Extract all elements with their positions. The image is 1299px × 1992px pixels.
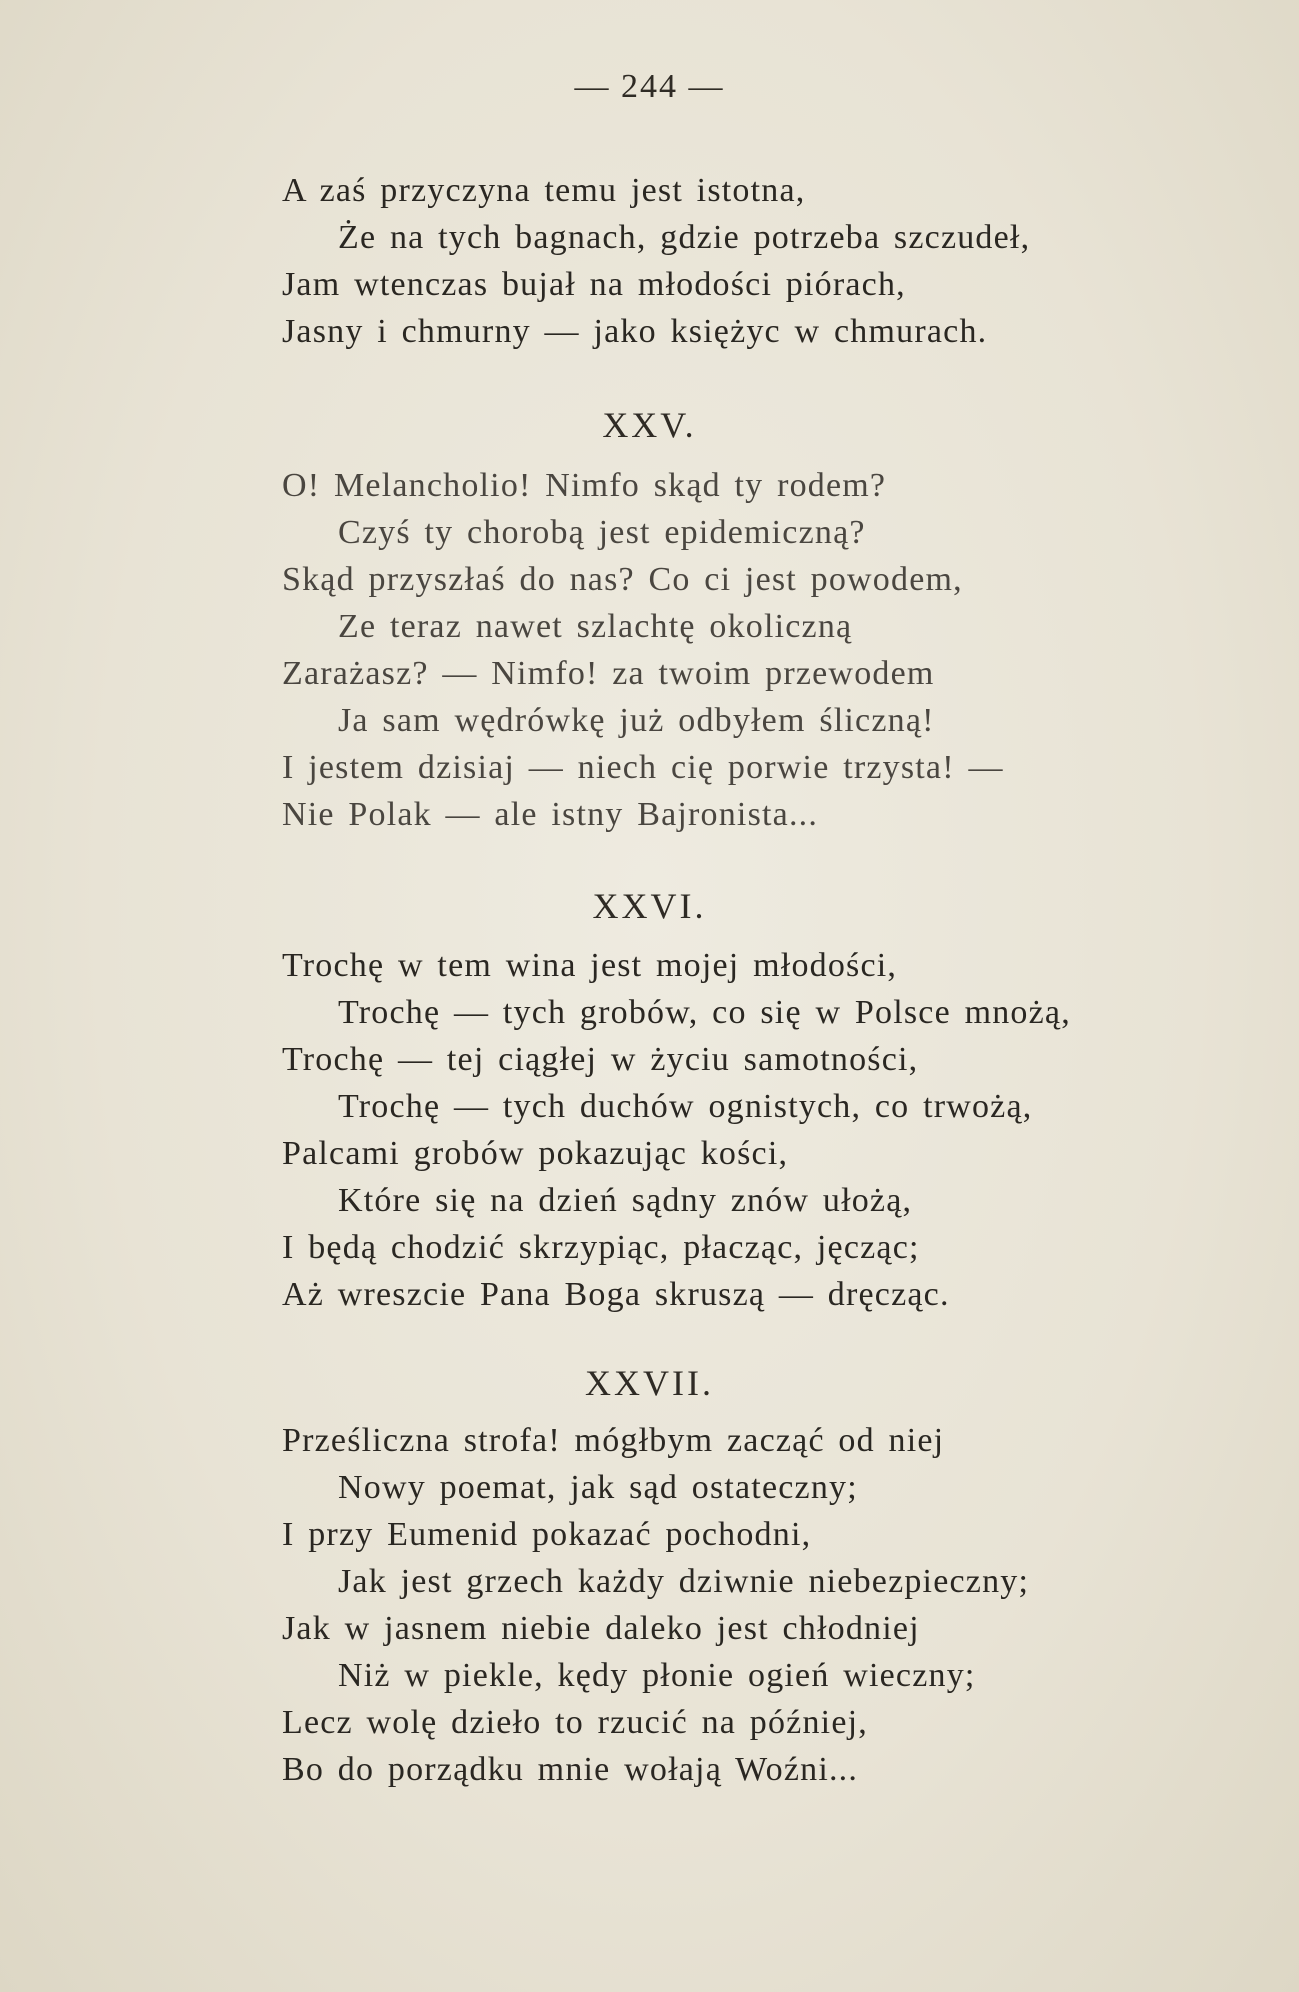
verse-line: Aż wreszcie Pana Boga skruszą — dręcząc. bbox=[282, 1276, 950, 1313]
verse-line: Ze teraz nawet szlachtę okoliczną bbox=[338, 608, 853, 645]
verse-line: Bo do porządku mnie wołają Woźni... bbox=[282, 1751, 859, 1788]
verse-line: Że na tych bagnach, gdzie potrzeba szczudeł, bbox=[338, 219, 1031, 256]
verse-line: I będą chodzić skrzypiąc, płacząc, jęcząc; bbox=[282, 1229, 920, 1266]
verse-line: Skąd przyszłaś do nas? Co ci jest powodem, bbox=[282, 561, 963, 598]
verse-line: Jam wtenczas bujał na młodości piórach, bbox=[282, 266, 906, 303]
verse-line: A zaś przyczyna temu jest istotna, bbox=[282, 172, 806, 209]
verse-line: Niż w piekle, kędy płonie ogień wieczny; bbox=[338, 1657, 976, 1694]
stanza-numeral-xxvi: XXVI. bbox=[592, 886, 707, 926]
verse-line: O! Melancholio! Nimfo skąd ty rodem? bbox=[282, 467, 887, 504]
stanza-numeral-xxvii: XXVII. bbox=[585, 1363, 714, 1403]
verse-line: Trochę — tej ciągłej w życiu samotności, bbox=[282, 1041, 919, 1078]
verse-line: Które się na dzień sądny znów ułożą, bbox=[338, 1182, 913, 1219]
verse-line: Trochę — tych duchów ognistych, co trwożą, bbox=[338, 1088, 1033, 1125]
verse-line: Lecz wolę dzieło to rzucić na później, bbox=[282, 1704, 868, 1741]
verse-line: Nie Polak — ale istny Bajronista... bbox=[282, 796, 819, 833]
verse-line: Prześliczna strofa! mógłbym zacząć od niej bbox=[282, 1422, 945, 1459]
page-number: — 244 — bbox=[574, 68, 725, 105]
verse-line: Trochę — tych grobów, co się w Polsce mnożą, bbox=[338, 994, 1071, 1031]
verse-line: Nowy poemat, jak sąd ostateczny; bbox=[338, 1469, 858, 1506]
verse-line: Ja sam wędrówkę już odbyłem śliczną! bbox=[338, 702, 935, 739]
verse-line: Palcami grobów pokazując kości, bbox=[282, 1135, 789, 1172]
verse-line: I jestem dzisiaj — niech cię porwie trzysta! — bbox=[282, 749, 1004, 786]
verse-line: I przy Eumenid pokazać pochodni, bbox=[282, 1516, 812, 1553]
verse-line: Trochę w tem wina jest mojej młodości, bbox=[282, 947, 898, 984]
verse-line: Jasny i chmurny — jako księżyc w chmurach. bbox=[282, 313, 988, 350]
verse-line: Zarażasz? — Nimfo! za twoim przewodem bbox=[282, 655, 935, 692]
verse-line: Czyś ty chorobą jest epidemiczną? bbox=[338, 514, 866, 551]
stanza-numeral-xxv: XXV. bbox=[602, 405, 697, 445]
verse-line: Jak jest grzech każdy dziwnie niebezpieczny; bbox=[338, 1563, 1030, 1600]
verse-line: Jak w jasnem niebie daleko jest chłodniej bbox=[282, 1610, 920, 1647]
